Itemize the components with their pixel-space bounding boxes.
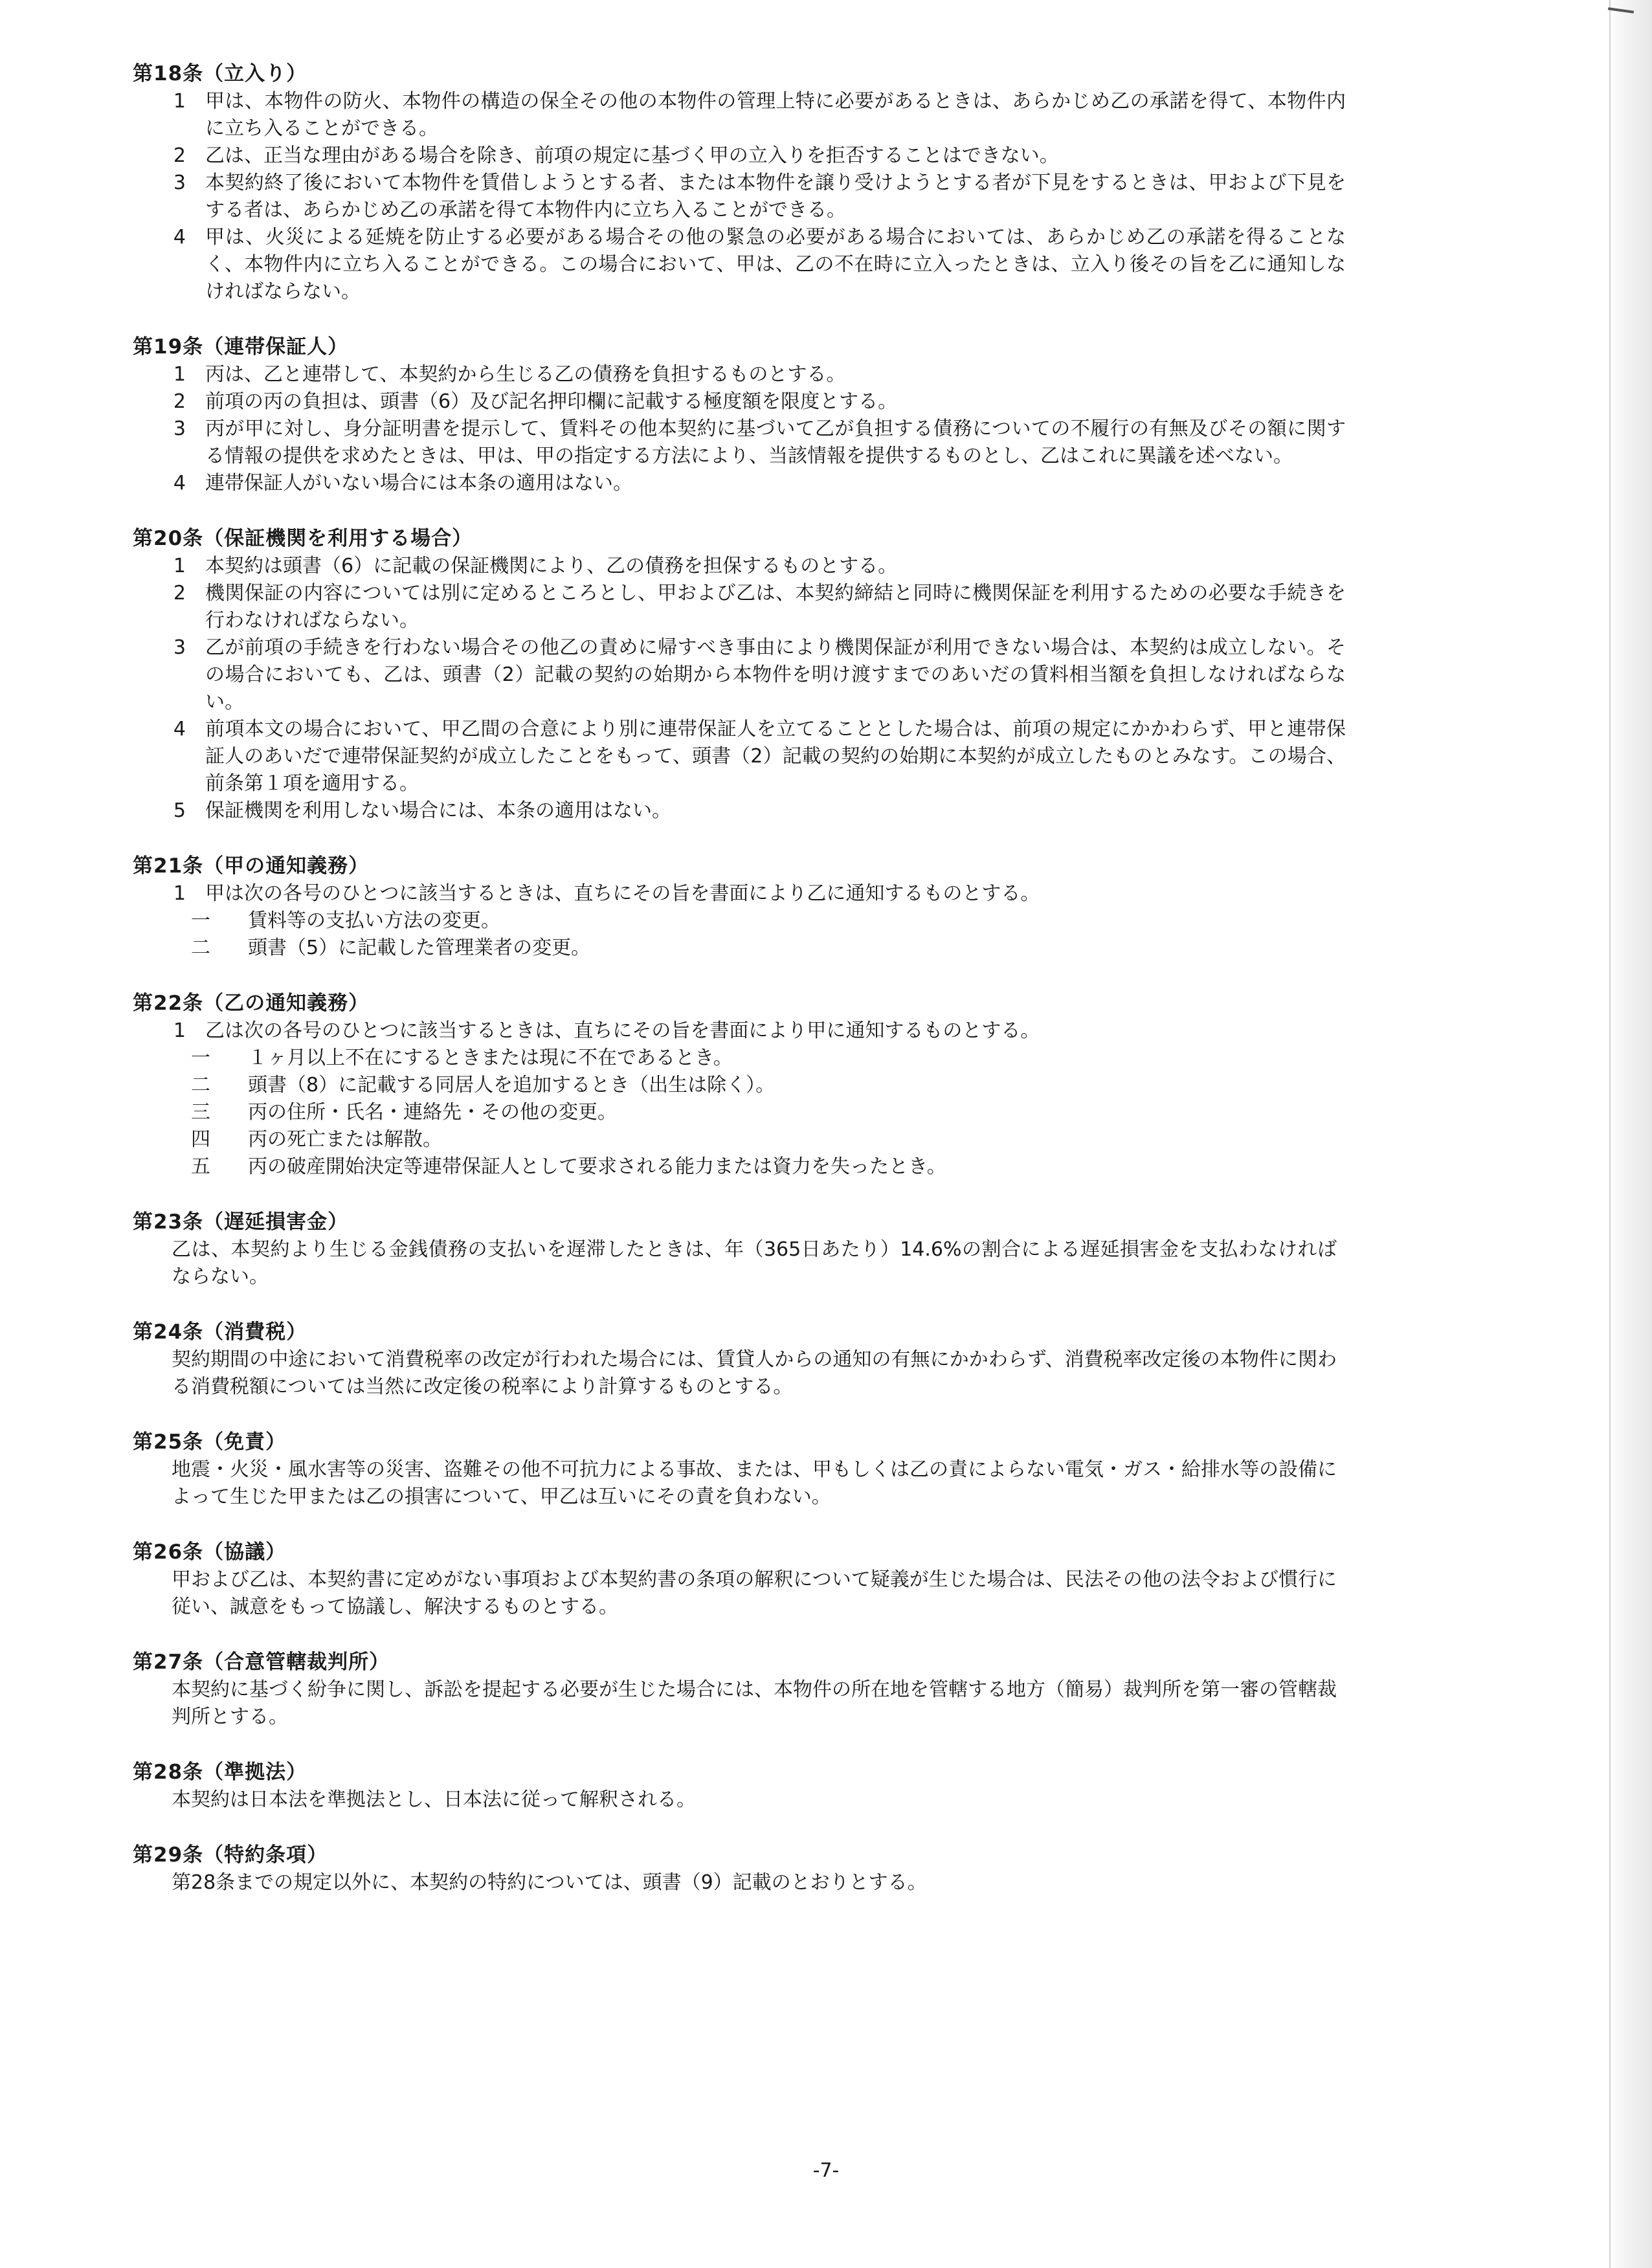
clause-text: 乙は次の各号のひとつに該当するときは、直ちにその旨を書面により甲に通知するものとする。 xyxy=(205,1019,1040,1042)
list-item xyxy=(133,1099,1350,1126)
item-number: 四 xyxy=(191,1128,210,1151)
article-heading: 第18条（立入り） xyxy=(133,62,307,85)
clause xyxy=(133,388,1350,416)
clause-text: 甲は、火災による延焼を防止する必要がある場合その他の緊急の必要がある場合においては、あらかじめ乙の承諾を得ることなく、本物件内に立ち入ることができる。この場合において、甲は、乙の不在時に立入ったときは、立入り後その旨を乙に通知しなければならない。 xyxy=(205,226,1346,303)
clause-number: 2 xyxy=(173,390,186,413)
list-item xyxy=(133,935,1350,962)
article-heading: 第25条（免責） xyxy=(133,1430,287,1454)
article-28 xyxy=(133,1758,1350,1814)
clause-number: 4 xyxy=(173,226,186,249)
clause-text: 甲は次の各号のひとつに該当するときは、直ちにその旨を書面により乙に通知するものとする。 xyxy=(205,882,1040,905)
clause xyxy=(133,470,1350,497)
article-20 xyxy=(133,524,1350,825)
article-text: 地震・火災・風水害等の災害、盗難その他不可抗力による事故、または、甲もしくは乙の責によらない電気・ガス・給排水等の設備によって生じた甲または乙の損害について、甲乙は互いにその責を負わない。 xyxy=(172,1458,1337,1508)
item-text: 丙の破産開始決定等連帯保証人として要求される能力または資力を失ったとき。 xyxy=(248,1155,946,1178)
list-item xyxy=(133,1126,1350,1153)
clause-number: 1 xyxy=(173,882,186,905)
clause-text: 丙が甲に対し、身分証明書を提示して、賃料その他本契約に基づいて乙が負担する債務についての不履行の有無及びその額に関する情報の提供を求めたときは、甲は、甲の指定する方法により、当該情報を提供するものとし、乙はこれに異議を述べない。 xyxy=(205,417,1346,467)
clause-number: 3 xyxy=(173,172,186,194)
article-heading: 第26条（協議） xyxy=(133,1540,287,1564)
article-23 xyxy=(133,1208,1350,1291)
clause xyxy=(133,880,1350,907)
item-number: 二 xyxy=(191,937,210,959)
clause xyxy=(133,553,1350,580)
article-text: 契約期間の中途において消費税率の改定が行われた場合には、賃貸人からの通知の有無にかかわらず、消費税率改定後の本物件に関わる消費税額については当然に改定後の税率により計算するものとする。 xyxy=(172,1348,1337,1398)
clause xyxy=(133,416,1350,470)
clause-number: 3 xyxy=(173,417,186,440)
clause xyxy=(133,361,1350,388)
article-heading: 第20条（保証機関を利用する場合） xyxy=(133,527,473,550)
clause xyxy=(133,224,1350,306)
clause-text: 乙が前項の手続きを行わない場合その他乙の責めに帰すべき事由により機関保証が利用できない場合は、本契約は成立しない。その場合においても、乙は、頭書（2）記載の契約の始期から本物件を明け渡すまでのあいだの賃料相当額を負担しなければならない。 xyxy=(205,636,1346,713)
clause xyxy=(133,88,1350,142)
clause-text: 連帯保証人がいない場合には本条の適用はない。 xyxy=(205,472,632,495)
clause-number: 3 xyxy=(173,636,186,659)
list-item xyxy=(133,907,1350,935)
item-number: 二 xyxy=(191,1074,210,1096)
article-24 xyxy=(133,1318,1350,1401)
clause-number: 1 xyxy=(173,1019,186,1042)
clause-text: 本契約は頭書（6）に記載の保証機関により、乙の債務を担保するものとする。 xyxy=(205,555,898,577)
item-number: 五 xyxy=(191,1155,210,1178)
item-number: 一 xyxy=(191,909,210,932)
clause-number: 2 xyxy=(173,582,186,605)
item-number: 三 xyxy=(191,1101,210,1124)
article-27 xyxy=(133,1648,1350,1731)
article-text: 本契約に基づく紛争に関し、訴訟を提起する必要が生じた場合には、本物件の所在地を管轄する地方（簡易）裁判所を第一審の管轄裁判所とする。 xyxy=(172,1678,1337,1728)
page-edge-line xyxy=(1609,0,1611,2268)
item-text: 丙の死亡または解散。 xyxy=(248,1128,442,1151)
clause xyxy=(133,580,1350,634)
list-item xyxy=(133,1045,1350,1072)
clause-number: 5 xyxy=(173,799,186,822)
clause xyxy=(133,170,1350,224)
article-18 xyxy=(133,60,1350,306)
page-number: -7- xyxy=(812,2159,840,2182)
clause-text: 前項の丙の負担は、頭書（6）及び記名押印欄に記載する極度額を限度とする。 xyxy=(205,390,898,413)
clause-text: 丙は、乙と連帯して、本契約から生じる乙の債務を負担するものとする。 xyxy=(205,363,846,386)
clause xyxy=(133,142,1350,170)
clause-number: 1 xyxy=(173,363,186,386)
item-text: 頭書（8）に記載する同居人を追加するとき（出生は除く）。 xyxy=(248,1074,776,1096)
article-heading: 第19条（連帯保証人） xyxy=(133,335,349,359)
clause xyxy=(133,797,1350,825)
clause-number: 4 xyxy=(173,718,186,740)
article-text: 乙は、本契約より生じる金銭債務の支払いを遅滞したときは、年（365日あたり）14.6%の割合による遅延損害金を支払わなければならない。 xyxy=(172,1238,1337,1288)
article-19 xyxy=(133,333,1350,497)
clause-text: 本契約終了後において本物件を賃借しようとする者、または本物件を譲り受けようとする者が下見をするときは、甲および下見をする者は、あらかじめ乙の承諾を得て本物件内に立ち入ることができる。 xyxy=(205,172,1346,221)
clause xyxy=(133,716,1350,797)
clause-text: 機関保証の内容については別に定めるところとし、甲および乙は、本契約締結と同時に機関保証を利用するための必要な手続きを行わなければならない。 xyxy=(205,582,1346,632)
clause-text: 前項本文の場合において、甲乙間の合意により別に連帯保証人を立てることとした場合は、前項の規定にかかわらず、甲と連帯保証人のあいだで連帯保証契約が成立したことをもって、頭書（2）記載の契約の始期に本契約が成立したものとみなす。この場合、前条第１項を適用する。 xyxy=(205,718,1346,795)
article-text: 本契約は日本法を準拠法とし、日本法に従って解釈される。 xyxy=(172,1788,696,1811)
clause-text: 保証機関を利用しない場合には、本条の適用はない。 xyxy=(205,799,671,822)
item-text: 頭書（5）に記載した管理業者の変更。 xyxy=(248,937,591,959)
article-text: 甲および乙は、本契約書に定めがない事項および本契約書の条項の解釈について疑義が生じた場合は、民法その他の法令および慣行に従い、誠意をもって協議し、解決するものとする。 xyxy=(172,1568,1337,1618)
clause-number: 2 xyxy=(173,144,186,167)
clause xyxy=(133,634,1350,716)
article-heading: 第29条（特約条項） xyxy=(133,1843,328,1867)
clause-number: 4 xyxy=(173,472,186,495)
clause-text: 乙は、正当な理由がある場合を除き、前項の規定に基づく甲の立入りを拒否することはできない。 xyxy=(205,144,1059,167)
article-heading: 第28条（準拠法） xyxy=(133,1761,307,1784)
item-text: １ヶ月以上不在にするときまたは現に不在であるとき。 xyxy=(248,1047,733,1069)
article-heading: 第23条（遅延損害金） xyxy=(133,1210,349,1234)
article-25 xyxy=(133,1428,1350,1511)
clause-number: 1 xyxy=(173,90,186,113)
list-item xyxy=(133,1072,1350,1099)
article-heading: 第21条（甲の通知義務） xyxy=(133,854,370,878)
article-22 xyxy=(133,989,1350,1181)
clause-text: 甲は、本物件の防火、本物件の構造の保全その他の本物件の管理上特に必要があるときは、あらかじめ乙の承諾を得て、本物件内に立ち入ることができる。 xyxy=(205,90,1346,140)
list-item xyxy=(133,1153,1350,1181)
clause-number: 1 xyxy=(173,555,186,577)
article-21 xyxy=(133,852,1350,962)
page-edge-shadow xyxy=(1607,0,1652,2268)
contract-body xyxy=(133,60,1350,1924)
article-text: 第28条までの規定以外に、本契約の特約については、頭書（9）記載のとおりとする。 xyxy=(172,1871,927,1894)
article-26 xyxy=(133,1538,1350,1621)
clause xyxy=(133,1017,1350,1045)
item-text: 賃料等の支払い方法の変更。 xyxy=(248,909,500,932)
article-heading: 第27条（合意管轄裁判所） xyxy=(133,1651,390,1674)
item-text: 丙の住所・氏名・連絡先・その他の変更。 xyxy=(248,1101,617,1124)
article-heading: 第24条（消費税） xyxy=(133,1320,307,1344)
article-29 xyxy=(133,1841,1350,1896)
article-heading: 第22条（乙の通知義務） xyxy=(133,992,370,1015)
item-number: 一 xyxy=(191,1047,210,1069)
